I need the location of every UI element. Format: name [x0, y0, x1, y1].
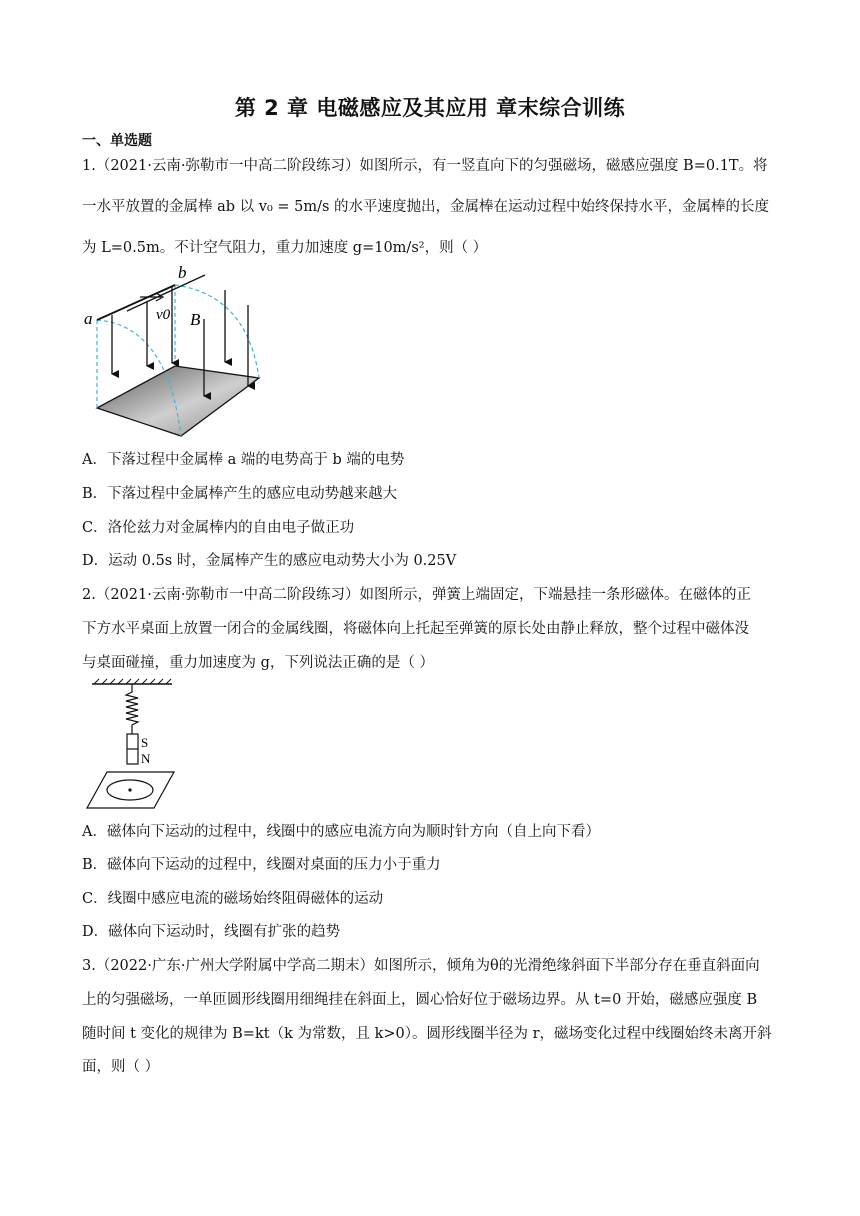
q1-line-3: 为 L=0.5m。不计空气阻力，重力加速度 g=10m/s²，则（ ）: [82, 240, 488, 256]
label-b: b: [178, 265, 187, 282]
label-a: a: [84, 309, 93, 328]
section-heading: 一、单选题: [82, 133, 152, 149]
q1-line-1: 1.（2021·云南·弥勒市一中高二阶段练习）如图所示，有一竖直向下的匀强磁场，磁感应强度 B=0.1T。将: [82, 158, 768, 174]
q1-figure-falling-rod: [82, 265, 282, 440]
label-n: N: [141, 751, 151, 766]
label-s: S: [141, 735, 149, 750]
q2-option-d: D．磁体向下运动时，线圈有扩张的趋势: [82, 924, 341, 940]
q1-line-2: 一水平放置的金属棒 ab 以 v₀ = 5m/s 的水平速度抛出，金属棒在运动过程中始终保持水平，金属棒的长度: [82, 199, 770, 215]
q2-line-2: 下方水平桌面上放置一闭合的金属线圈，将磁体向上托起至弹簧的原长处由静止释放，整个过程中磁体没: [82, 621, 749, 637]
q1-option-b: B．下落过程中金属棒产生的感应电动势越来越大: [82, 486, 398, 502]
q1-option-d: D．运动 0.5s 时，金属棒产生的感应电动势大小为 0.25V: [82, 553, 457, 569]
label-v0: v0: [156, 307, 171, 323]
q3-line-1: 3.（2022·广东·广州大学附属中学高二期末）如图所示，倾角为θ的光滑绝缘斜面下半部分存在垂直斜面向: [82, 958, 760, 974]
q3-line-4: 面，则（ ）: [82, 1059, 160, 1075]
q1-option-a: A．下落过程中金属棒 a 端的电势高于 b 端的电势: [82, 452, 405, 468]
spring: [126, 684, 138, 734]
q3-line-3: 随时间 t 变化的规律为 B=kt（k 为常数，且 k>0）。圆形线圈半径为 r，磁场变化过程中线圈始终未离开斜: [82, 1026, 772, 1042]
q2-line-3: 与桌面碰撞，重力加速度为 g，下列说法正确的是（ ）: [82, 655, 434, 671]
q2-option-b: B．磁体向下运动的过程中，线圈对桌面的压力小于重力: [82, 857, 441, 873]
q2-option-a: A．磁体向下运动的过程中，线圈中的感应电流方向为顺时针方向（自上向下看）: [82, 824, 600, 840]
q2-figure-spring-magnet: [82, 678, 182, 813]
page-title: 第 2 章 电磁感应及其应用 章末综合训练: [234, 96, 626, 120]
ground-plate: [97, 366, 259, 436]
q3-line-2: 上的匀强磁场，一单匝圆形线圈用细绳挂在斜面上，圆心恰好位于磁场边界。从 t=0 开始，磁感应强度 B: [82, 992, 758, 1008]
q2-line-1: 2.（2021·云南·弥勒市一中高二阶段练习）如图所示，弹簧上端固定，下端悬挂一条形磁体。在磁体的正: [82, 587, 751, 603]
label-B: B: [190, 310, 201, 329]
q2-option-c: C．线圈中感应电流的磁场始终阻碍磁体的运动: [82, 891, 384, 907]
q1-option-c: C．洛伦兹力对金属棒内的自由电子做正功: [82, 520, 355, 536]
